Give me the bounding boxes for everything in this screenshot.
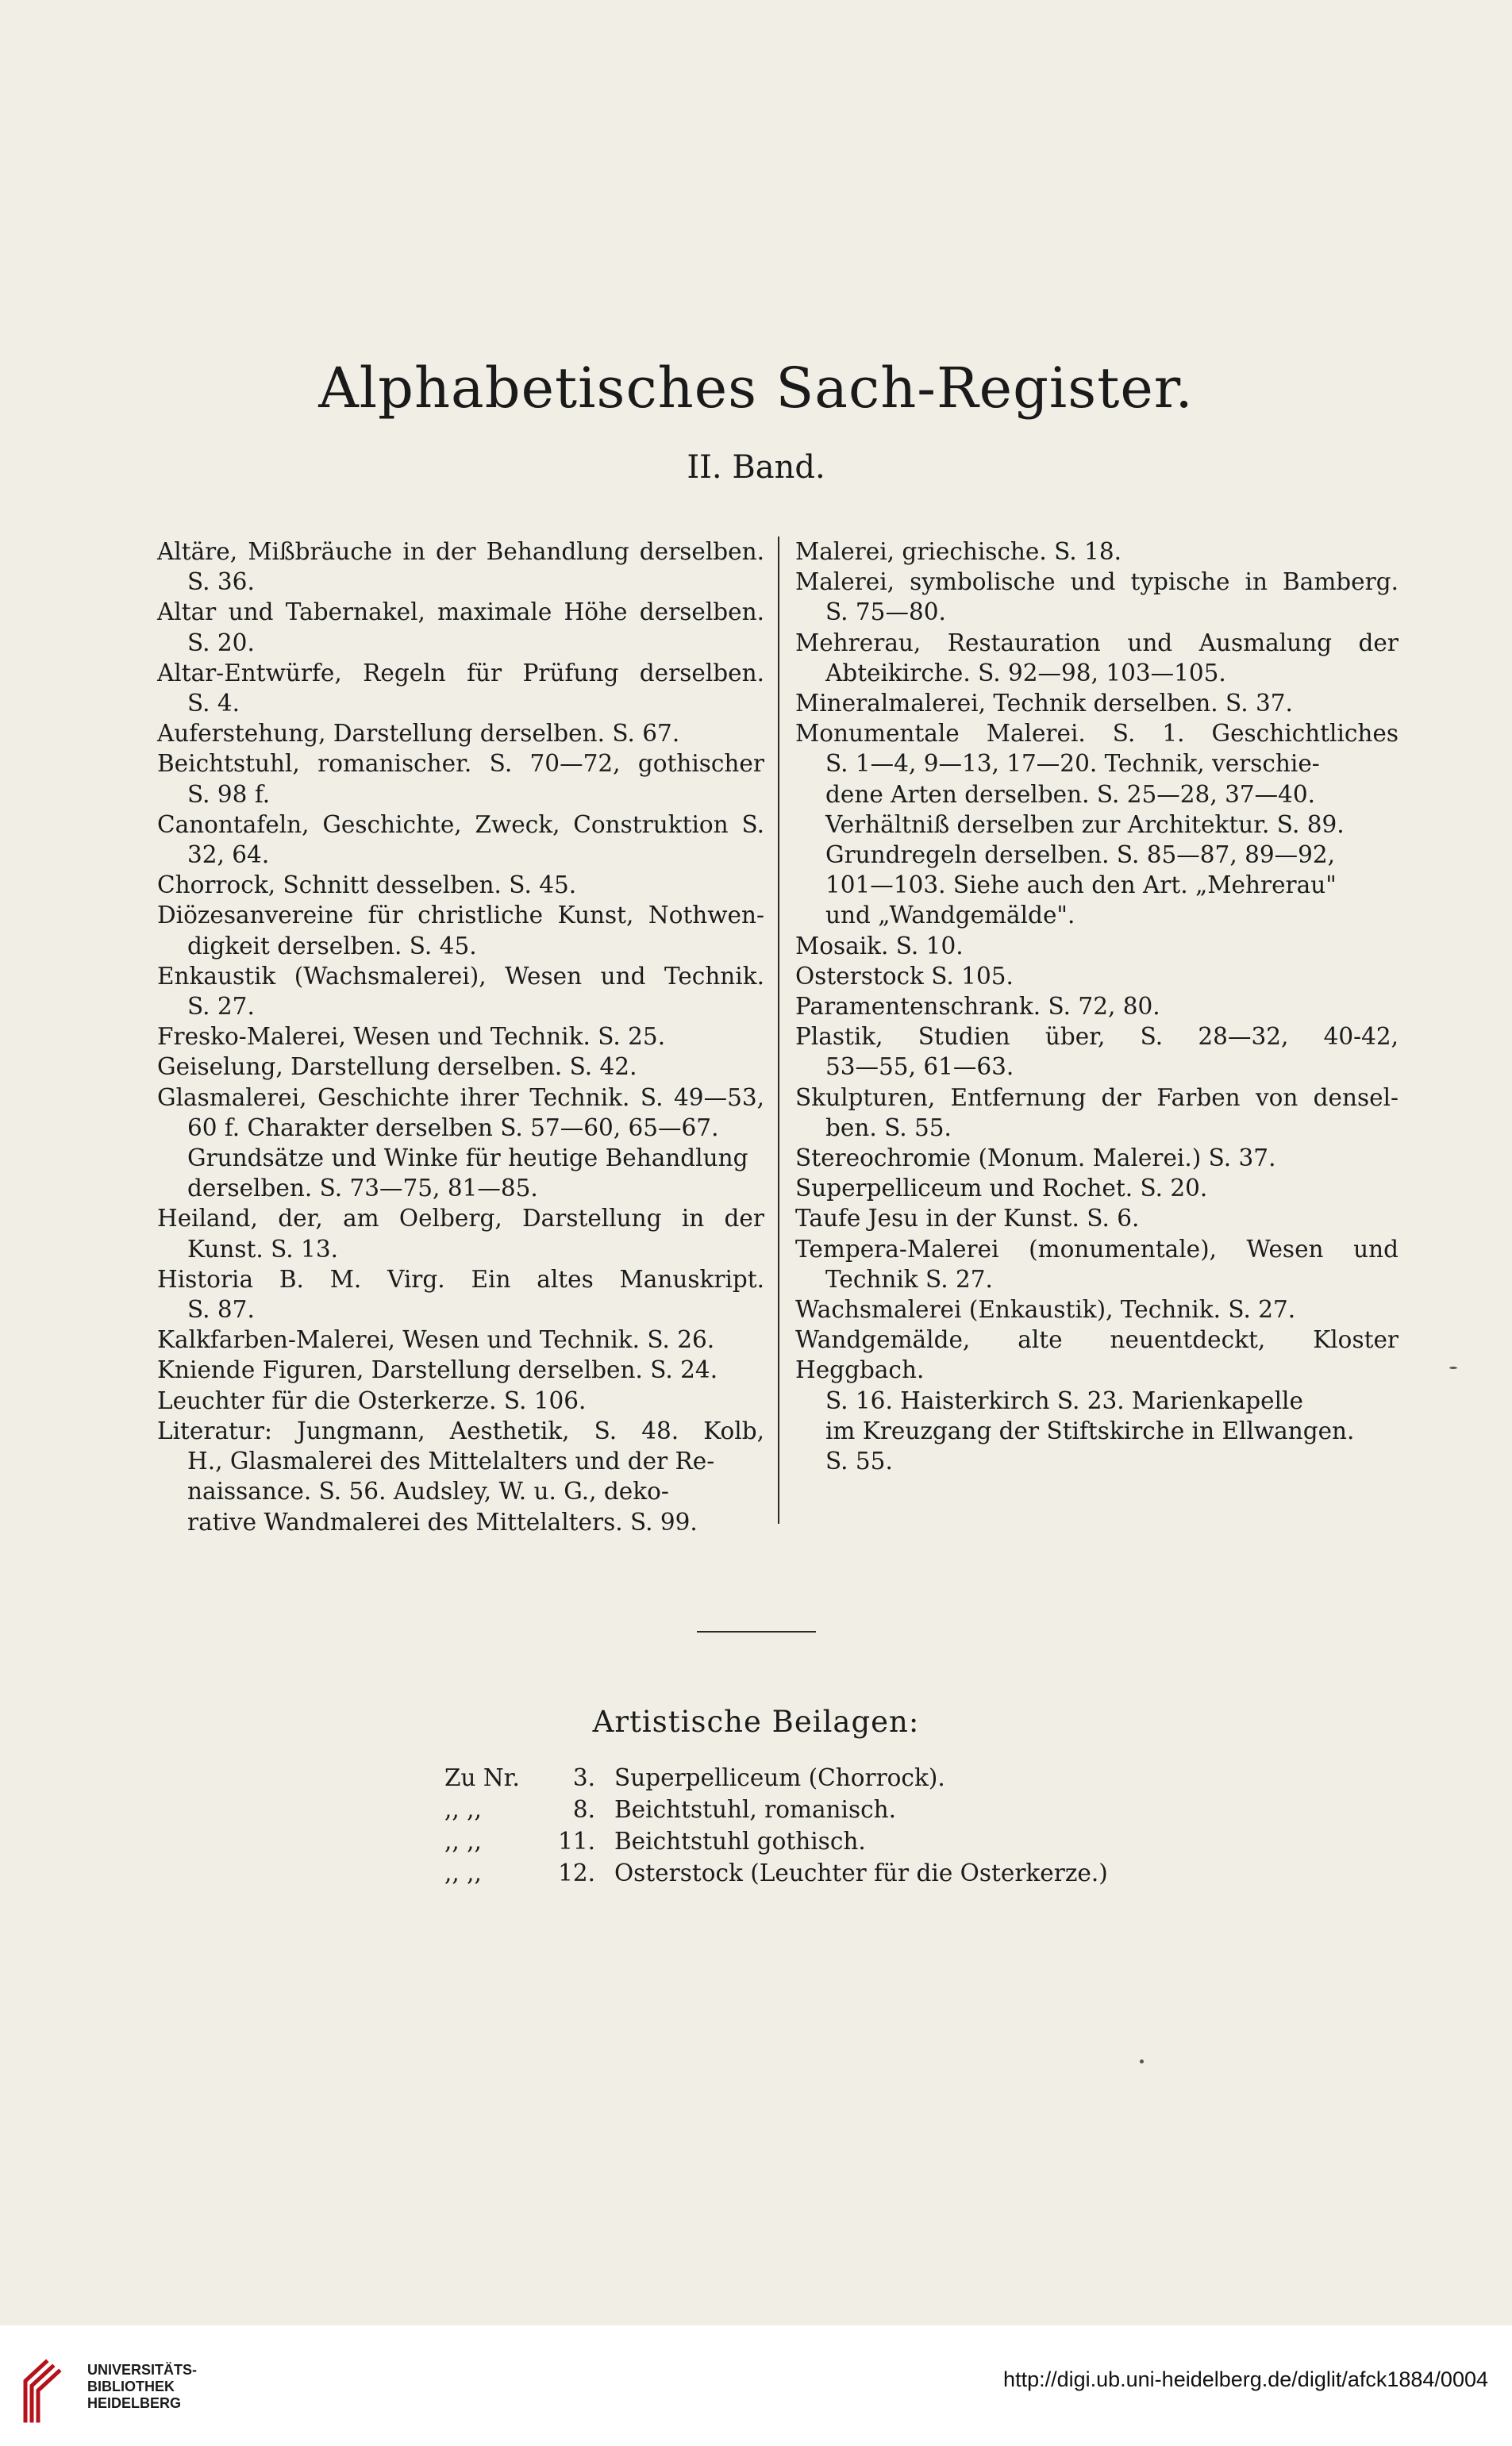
index-entry (795, 991, 1399, 1021)
index-entry-heading-line: Chorrock, Schnitt desselben. S. 45. (157, 871, 577, 899)
index-right-column (795, 537, 1399, 1476)
index-entry-heading-line: Paramentenschrank. S. 72, 80. (795, 993, 1160, 1021)
index-entry-heading-line: Altar-Entwürfe, Regeln für Prüfung derselben. (157, 659, 764, 686)
index-entry (795, 1234, 1399, 1294)
index-entry-continuation-line: dene Arten derselben. S. 25—28, 37—40. (825, 780, 1316, 808)
library-name-line: BIBLIOTHEK (87, 2379, 175, 2394)
index-entry-continuation-line: Abteikirche. S. 92—98, 103—105. (825, 659, 1226, 686)
index-entry-continuation-line: S. 87. (187, 1296, 255, 1324)
beilage-number: 8. (572, 1796, 595, 1823)
beilage-item (444, 1794, 1108, 1825)
index-entry-continuation-line: im Kreuzgang der Stiftskirche in Ellwangen. (825, 1417, 1355, 1444)
index-entry (157, 1083, 764, 1204)
index-entry (795, 1325, 1399, 1476)
index-entry-continuation-line: S. 27. (187, 993, 255, 1021)
beilage-text: Beichtstuhl, romanisch. (614, 1796, 897, 1823)
index-entry-heading-line: Plastik, Studien über, S. 28—32, 40-42, (795, 1023, 1399, 1051)
index-entry-heading-line: Superpelliceum und Rochet. S. 20. (795, 1175, 1208, 1202)
beilage-number: 3. (572, 1764, 595, 1791)
index-entry (157, 1052, 764, 1082)
index-entry (795, 567, 1399, 627)
index-entry (157, 1355, 764, 1385)
index-entry-heading-line: Skulpturen, Entfernung der Farben von densel- (795, 1083, 1399, 1111)
index-entry (157, 658, 764, 718)
index-entry-heading-line: Osterstock S. 105. (795, 962, 1014, 990)
index-entry-continuation-line: 60 f. Charakter derselben S. 57—60, 65—67. (187, 1113, 719, 1141)
beilage-text: Osterstock (Leuchter für die Osterkerze.) (614, 1859, 1108, 1886)
index-entry-continuation-line: rative Wandmalerei des Mittelalters. S. 99. (187, 1508, 698, 1536)
index-entry-continuation-line: derselben. S. 73—75, 81—85. (187, 1175, 538, 1202)
index-entry-continuation-line: naissance. S. 56. Audsley, W. u. G., deko- (187, 1478, 669, 1506)
index-entry-heading-line: Kalkfarben-Malerei, Wesen und Technik. S. 26. (157, 1326, 715, 1354)
scan-speck (1449, 1367, 1457, 1369)
section-separator (697, 1631, 816, 1633)
library-name-line: HEIDELBERG (87, 2395, 182, 2411)
index-entry-continuation-line: Technik S. 27. (825, 1265, 993, 1293)
index-entry-heading-line: Altäre, Mißbräuche in der Behandlung derselben. (157, 538, 764, 565)
index-entry (157, 810, 764, 870)
index-entry-heading-line: Wachsmalerei (Enkaustik), Technik. S. 27. (795, 1296, 1296, 1324)
index-entry-continuation-line: H., Glasmalerei des Mittelalters und der Re- (187, 1448, 715, 1475)
index-entry (157, 1325, 764, 1355)
index-entry (795, 718, 1399, 930)
beilage-number: 11. (558, 1828, 595, 1855)
index-entry-heading-line: Taufe Jesu in der Kunst. S. 6. (795, 1205, 1140, 1233)
index-left-column (157, 537, 764, 1537)
library-logo-icon (17, 2357, 67, 2427)
library-name-line: UNIVERSITÄTS- (87, 2362, 198, 2378)
index-entry (157, 1386, 764, 1416)
index-entry-heading-line: Mehrerau, Restauration und Ausmalung der (795, 629, 1399, 656)
beilage-prefix: ,, ,, (444, 1859, 482, 1886)
index-entry-heading-line: Malerei, symbolische und typische in Bamberg. (795, 568, 1399, 596)
index-entry-heading-line: Glasmalerei, Geschichte ihrer Technik. S. 49—53, (157, 1083, 764, 1111)
index-entry-continuation-line: S. 16. Haisterkirch S. 23. Marienkapelle (825, 1386, 1303, 1414)
index-entry-continuation-line: Kunst. S. 13. (187, 1235, 338, 1263)
index-entry (795, 1173, 1399, 1203)
index-entry-heading-line: Heiland, der, am Oelberg, Darstellung in der (157, 1205, 764, 1233)
index-entry (795, 537, 1399, 567)
index-entry (157, 537, 764, 597)
index-entry (795, 1294, 1399, 1325)
index-entry-continuation-line: 32, 64. (187, 841, 270, 869)
index-entry-continuation-line: S. 36. (187, 568, 255, 596)
library-name (87, 2362, 197, 2412)
page-subtitle: II. Band. (687, 449, 825, 486)
index-entry-heading-line: Diözesanvereine für christliche Kunst, Nothwen- (157, 902, 764, 929)
index-entry-continuation-line: Grundsätze und Winke für heutige Behandlung (187, 1144, 748, 1172)
beilage-prefix: ,, ,, (444, 1828, 482, 1855)
footer-bar (0, 2325, 1512, 2446)
index-entry-continuation-line: S. 20. (187, 629, 255, 656)
index-entry-heading-line: Beichtstuhl, romanischer. S. 70—72, gothischer (157, 750, 764, 778)
index-entry-continuation-line: ben. S. 55. (825, 1113, 952, 1141)
index-entry (157, 1264, 764, 1325)
index-entry (795, 1203, 1399, 1233)
index-entry (157, 597, 764, 657)
index-entry-continuation-line: S. 98 f. (187, 780, 271, 808)
index-entry-continuation-line: S. 75—80. (825, 598, 946, 626)
index-entry (795, 1021, 1399, 1082)
index-entry-continuation-line: S. 1—4, 9—13, 17—20. Technik, verschie- (825, 750, 1320, 778)
index-entry-heading-line: Enkaustik (Wachsmalerei), Wesen und Technik. (157, 962, 764, 990)
index-entry-heading-line: Historia B. M. Virg. Ein altes Manuskript. (157, 1265, 764, 1293)
beilage-item (444, 1825, 1108, 1857)
index-entry-heading-line: Leuchter für die Osterkerze. S. 106. (157, 1386, 587, 1414)
index-entry (795, 961, 1399, 991)
index-entry-heading-line: Mosaik. S. 10. (795, 932, 964, 960)
index-entry-heading-line: Kniende Figuren, Darstellung derselben. S. 24. (157, 1356, 718, 1384)
index-entry (157, 718, 764, 748)
index-entry-continuation-line: Verhältniß derselben zur Architektur. S. 89. (825, 810, 1345, 838)
index-entry-continuation-line: 53—55, 61—63. (825, 1053, 1014, 1081)
index-entry-heading-line: Fresko-Malerei, Wesen und Technik. S. 25. (157, 1023, 666, 1051)
index-entry (157, 961, 764, 1021)
index-entry-heading-line: Mineralmalerei, Technik derselben. S. 37. (795, 690, 1293, 717)
index-entry (157, 900, 764, 960)
index-entry-heading-line: Geiselung, Darstellung derselben. S. 42. (157, 1053, 637, 1081)
index-entry (157, 1203, 764, 1263)
index-entry (795, 931, 1399, 961)
index-entry-heading-line: Malerei, griechische. S. 18. (795, 538, 1121, 565)
index-entry-heading-line: Auferstehung, Darstellung derselben. S. 67. (157, 720, 680, 748)
index-entry-heading-line: Tempera-Malerei (monumentale), Wesen und (795, 1235, 1399, 1263)
beilage-text: Superpelliceum (Chorrock). (614, 1764, 945, 1791)
beilage-text: Beichtstuhl gothisch. (614, 1828, 866, 1855)
index-entry-continuation-line: S. 55. (825, 1448, 893, 1475)
index-entry-heading-line: Stereochromie (Monum. Malerei.) S. 37. (795, 1144, 1276, 1172)
beilage-number: 12. (558, 1859, 595, 1886)
index-entry-continuation-line: Grundregeln derselben. S. 85—87, 89—92, (825, 841, 1336, 869)
beilage-item (444, 1857, 1108, 1889)
index-entry (795, 1143, 1399, 1173)
index-entry (795, 688, 1399, 718)
source-url-link[interactable]: http://digi.ub.uni-heidelberg.de/diglit/afck1884/0004 (1003, 2367, 1488, 2391)
beilage-item (444, 1762, 1108, 1794)
beilagen-list (444, 1762, 1108, 1889)
column-divider (778, 537, 779, 1524)
index-entry-heading-line: Literatur: Jungmann, Aesthetik, S. 48. Kolb, (157, 1417, 764, 1444)
index-entry-continuation-line: 101—103. Siehe auch den Art. „Mehrerau" (825, 871, 1337, 899)
index-entry (157, 748, 764, 809)
index-entry-heading-line: Altar und Tabernakel, maximale Höhe derselben. (157, 598, 764, 626)
index-entry-heading-line: Wandgemälde, alte neuentdeckt, Kloster Heggbach. (795, 1326, 1399, 1384)
beilage-prefix: ,, ,, (444, 1796, 482, 1823)
index-entry-continuation-line: S. 4. (187, 690, 240, 717)
index-entry-heading-line: Canontafeln, Geschichte, Zweck, Construktion S. (157, 810, 764, 838)
beilage-prefix: Zu Nr. (444, 1764, 520, 1791)
index-entry (795, 1083, 1399, 1143)
index-entry (157, 870, 764, 900)
beilagen-heading: Artistische Beilagen: (592, 1705, 920, 1739)
index-entry (795, 628, 1399, 688)
index-entry-continuation-line: digkeit derselben. S. 45. (187, 932, 477, 960)
index-entry-continuation-line: und „Wandgemälde". (825, 902, 1075, 929)
index-entry-heading-line: Monumentale Malerei. S. 1. Geschichtliches (795, 720, 1399, 748)
scan-speck (1140, 2059, 1144, 2063)
index-entry (157, 1416, 764, 1537)
index-entry (157, 1021, 764, 1052)
page-title: Alphabetisches Sach-Register. (318, 356, 1194, 421)
